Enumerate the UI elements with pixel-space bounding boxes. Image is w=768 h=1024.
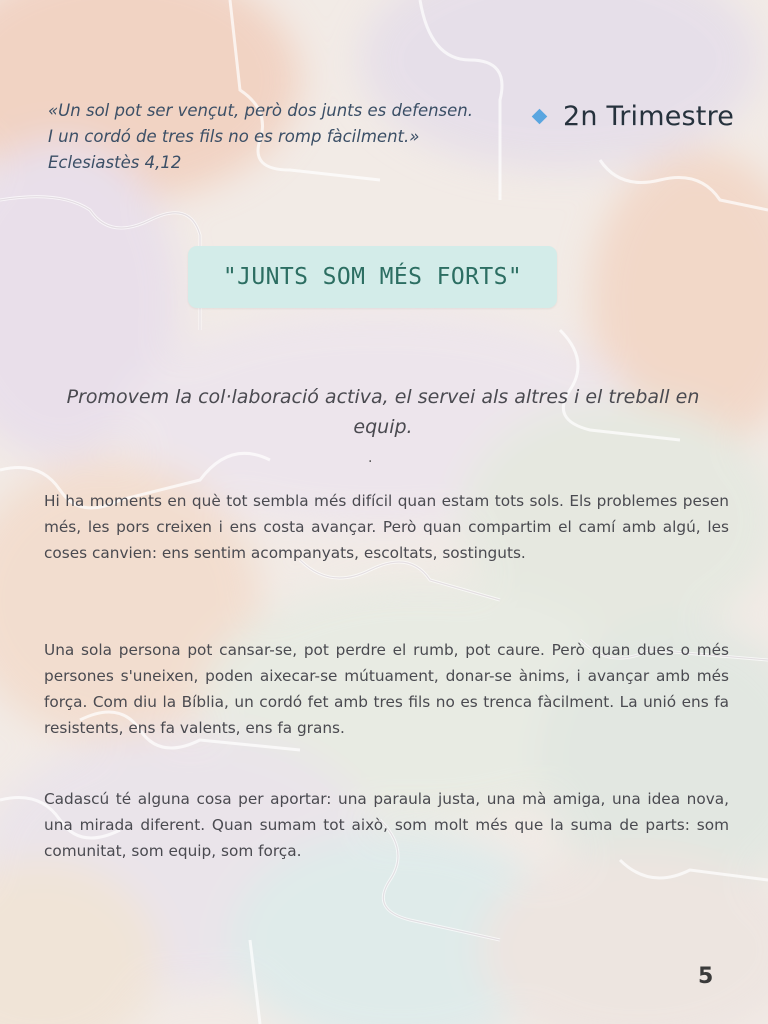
title-box bbox=[188, 246, 557, 308]
trimester-label: 2n Trimestre bbox=[563, 100, 735, 132]
diamond-bullet-icon bbox=[532, 108, 548, 124]
paragraph-3: Cadascú té alguna cosa per aportar: una paraula justa, una mà amiga, una idea nova, una mirada diferent. Quan sumam tot això, som molt més que la suma de parts: som comunitat, som equip, som força. bbox=[44, 790, 729, 860]
subtitle-dot: . bbox=[368, 450, 373, 466]
subtitle: Promovem la col·laboració activa, el servei als altres i el treball en equip. bbox=[66, 386, 700, 438]
paragraph-1: Hi ha moments en què tot sembla més difícil quan estam tots sols. Els problemes pesen més, les pors creixen i ens costa avançar. Però quan compartim el camí amb algú, les coses canvien: ens sentim acompanyats, escoltats, sostinguts. bbox=[44, 492, 729, 562]
paragraph-2: Una sola persona pot cansar-se, pot perdre el rumb, pot caure. Però quan dues o més persones s'uneixen, poden aixecar-se mútuament, donar-se ànims, i avançar amb més força. Com diu la Bíblia, un cordó fet amb tres fils no es trenca fàcilment. La unió ens fa resistents, ens fa valents, ens fa grans. bbox=[44, 641, 729, 737]
quote-text: «Un sol pot ser vençut, però dos junts es defensen. I un cordó de tres fils no es romp fàcilment.» bbox=[48, 101, 473, 146]
page-title: "JUNTS SOM MÉS FORTS" bbox=[222, 264, 523, 290]
page-number: 5 bbox=[698, 964, 714, 989]
trimester-label-group bbox=[530, 98, 734, 134]
quote-reference: Eclesiastès 4,12 bbox=[48, 153, 182, 172]
bible-quote bbox=[48, 98, 473, 176]
